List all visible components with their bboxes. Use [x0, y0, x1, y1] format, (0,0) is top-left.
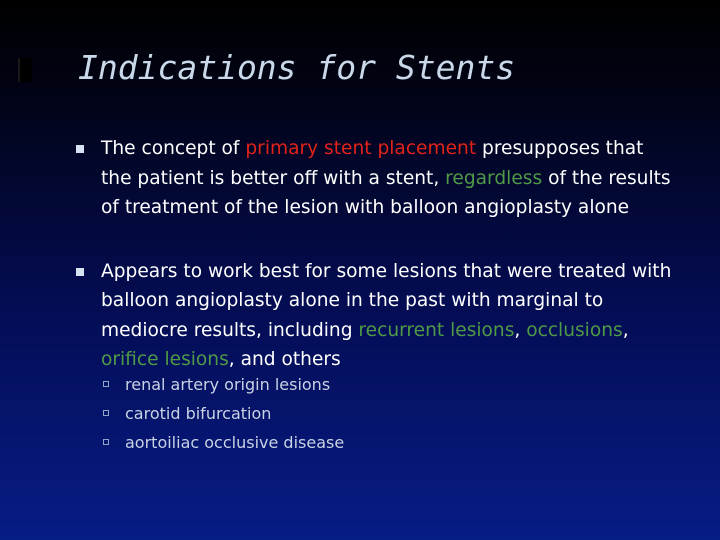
highlight-regardless: regardless — [445, 167, 543, 189]
bullet-text-segment: Appears to work best for some lesions that were treated with balloon angioplasty alone in the past with marginal to mediocre results, including — [101, 260, 672, 341]
bullet-text-segment: of the results of treatment of the lesion with balloon angioplasty alone — [101, 167, 671, 218]
hollow-square-bullet-icon — [103, 410, 109, 416]
sub-bullet-text: renal artery origin lesions — [125, 374, 331, 394]
hollow-square-bullet-icon — [103, 381, 109, 387]
sub-bullet-list — [101, 370, 676, 457]
hollow-square-bullet-icon — [103, 439, 109, 445]
bullet-text-segment: presupposes that the patient is better off with a stent, — [101, 138, 644, 189]
sub-bullet-item — [101, 399, 676, 428]
sub-bullet-text: carotid bifurcation — [125, 403, 272, 423]
bullet-text-segment: The concept of — [101, 138, 246, 159]
bullet-text-segment: , — [622, 319, 629, 341]
bullet-item-works-best — [76, 257, 676, 375]
square-bullet-icon — [76, 268, 84, 276]
slide-title: Indications for Stents — [78, 48, 516, 87]
highlight-orifice-lesions: orifice lesions — [101, 349, 229, 370]
highlight-primary-stent-placement: primary stent placement — [245, 138, 477, 159]
highlight-recurrent-lesions: recurrent lesions — [358, 319, 515, 341]
highlight-occlusions: occlusions — [526, 319, 623, 341]
slide-content — [76, 134, 676, 457]
square-bullet-icon — [76, 145, 84, 153]
sub-bullet-item — [101, 428, 676, 457]
title-bar-marker — [18, 58, 32, 82]
bullet-item-primary-stent — [76, 134, 676, 223]
sub-bullet-item — [101, 370, 676, 399]
bullet-text-segment: , — [514, 319, 527, 341]
sub-bullet-text: aortoiliac occlusive disease — [125, 432, 345, 452]
bullet-text-segment: , and others — [228, 349, 341, 370]
